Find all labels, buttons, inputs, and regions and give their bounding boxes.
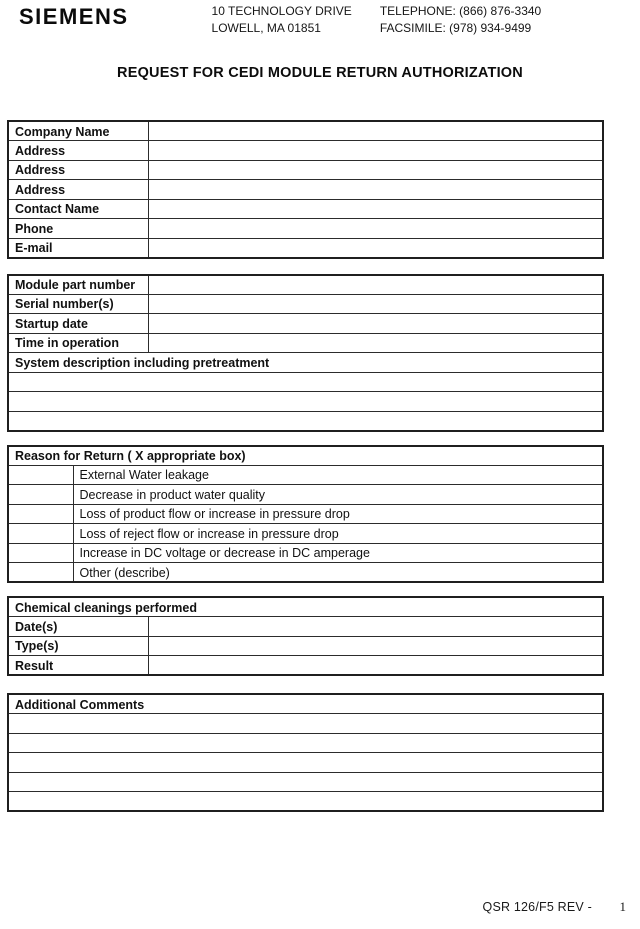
- address-field-2[interactable]: [148, 160, 603, 180]
- reason-for-return-table: [7, 445, 604, 584]
- table-row: [8, 524, 603, 544]
- field-label: Startup date: [8, 314, 148, 334]
- contact-name-field[interactable]: [148, 199, 603, 219]
- reason-option-label: Loss of product flow or increase in pressure drop: [73, 504, 603, 524]
- table-row: [8, 238, 603, 258]
- checkbox-cell[interactable]: [8, 524, 73, 544]
- section-header-row: [8, 446, 603, 466]
- chemical-cleanings-table: [7, 596, 604, 676]
- field-label: Address: [8, 180, 148, 200]
- time-in-operation-field[interactable]: [148, 333, 603, 353]
- contact-block: [380, 3, 541, 37]
- cleaning-dates-field[interactable]: [148, 617, 603, 637]
- table-row: [8, 121, 603, 141]
- field-label: Type(s): [8, 636, 148, 656]
- field-label: Result: [8, 656, 148, 676]
- company-name-field[interactable]: [148, 121, 603, 141]
- reason-option-label: External Water leakage: [73, 465, 603, 485]
- chemical-cleanings-header: Chemical cleanings performed: [8, 597, 603, 617]
- table-row: [8, 563, 603, 583]
- company-info-table: [7, 120, 604, 259]
- checkbox-cell[interactable]: [8, 543, 73, 563]
- additional-comments-table: [7, 693, 604, 812]
- address-line-2: LOWELL, MA 01851: [211, 21, 321, 35]
- letterhead: [0, 0, 640, 37]
- serial-number-field[interactable]: [148, 294, 603, 314]
- email-field[interactable]: [148, 238, 603, 258]
- startup-date-field[interactable]: [148, 314, 603, 334]
- document-number: QSR 126/F5 REV -: [482, 900, 593, 914]
- module-info-table: [7, 274, 604, 432]
- checkbox-cell[interactable]: [8, 504, 73, 524]
- table-row: [8, 714, 603, 734]
- cleaning-result-field[interactable]: [148, 656, 603, 676]
- checkbox-cell[interactable]: [8, 563, 73, 583]
- system-description-line[interactable]: [8, 372, 603, 392]
- table-row: [8, 314, 603, 334]
- reason-option-label: Increase in DC voltage or decrease in DC amperage: [73, 543, 603, 563]
- table-row: [8, 733, 603, 753]
- section-header-row: [8, 694, 603, 714]
- table-row: [8, 656, 603, 676]
- table-row: [8, 465, 603, 485]
- telephone-line: TELEPHONE: (866) 876-3340: [379, 4, 542, 18]
- reason-option-label: Loss of reject flow or increase in pressure drop: [73, 524, 603, 544]
- comment-line[interactable]: [8, 753, 603, 773]
- address-field-3[interactable]: [148, 180, 603, 200]
- table-row: [8, 333, 603, 353]
- page-title: REQUEST FOR CEDI MODULE RETURN AUTHORIZATION: [117, 65, 523, 81]
- cleaning-types-field[interactable]: [148, 636, 603, 656]
- system-description-header: System description including pretreatment: [8, 353, 603, 373]
- comment-line[interactable]: [8, 733, 603, 753]
- field-label: Time in operation: [8, 333, 148, 353]
- table-row: [8, 199, 603, 219]
- siemens-logo: SIEMENS: [19, 4, 129, 29]
- system-description-line[interactable]: [8, 392, 603, 412]
- field-label: Module part number: [8, 275, 148, 295]
- table-row: [8, 617, 603, 637]
- reason-option-label: Decrease in product water quality: [73, 485, 603, 505]
- table-row: [8, 504, 603, 524]
- company-address-block: [212, 3, 352, 37]
- checkbox-cell[interactable]: [8, 465, 73, 485]
- section-header-row: [8, 597, 603, 617]
- table-row: [8, 636, 603, 656]
- field-label: Phone: [8, 219, 148, 239]
- address-line-1: 10 TECHNOLOGY DRIVE: [211, 4, 352, 18]
- checkbox-cell[interactable]: [8, 485, 73, 505]
- comment-line[interactable]: [8, 714, 603, 734]
- table-row: [8, 753, 603, 773]
- field-label: Date(s): [8, 617, 148, 637]
- table-row: [8, 543, 603, 563]
- field-label: Address: [8, 141, 148, 161]
- reason-for-return-header: Reason for Return ( X appropriate box): [8, 446, 603, 466]
- table-row: [8, 392, 603, 412]
- table-row: [8, 160, 603, 180]
- comment-line[interactable]: [8, 772, 603, 792]
- field-label: E-mail: [8, 238, 148, 258]
- field-label: Address: [8, 160, 148, 180]
- comment-line[interactable]: [8, 792, 603, 812]
- phone-field[interactable]: [148, 219, 603, 239]
- table-row: [8, 275, 603, 295]
- additional-comments-header: Additional Comments: [8, 694, 603, 714]
- table-row: [8, 180, 603, 200]
- system-description-line[interactable]: [8, 411, 603, 431]
- table-row: [8, 141, 603, 161]
- section-header-row: [8, 353, 603, 373]
- address-field-1[interactable]: [148, 141, 603, 161]
- module-part-number-field[interactable]: [148, 275, 603, 295]
- document-footer: [483, 899, 626, 915]
- facsimile-line: FACSIMILE: (978) 934-9499: [379, 21, 532, 35]
- table-row: [8, 772, 603, 792]
- table-row: [8, 219, 603, 239]
- page-number: 1: [619, 899, 626, 914]
- table-row: [8, 485, 603, 505]
- field-label: Serial number(s): [8, 294, 148, 314]
- field-label: Company Name: [8, 121, 148, 141]
- field-label: Contact Name: [8, 199, 148, 219]
- table-row: [8, 411, 603, 431]
- table-row: [8, 792, 603, 812]
- table-row: [8, 372, 603, 392]
- table-row: [8, 294, 603, 314]
- reason-option-label: Other (describe): [73, 563, 603, 583]
